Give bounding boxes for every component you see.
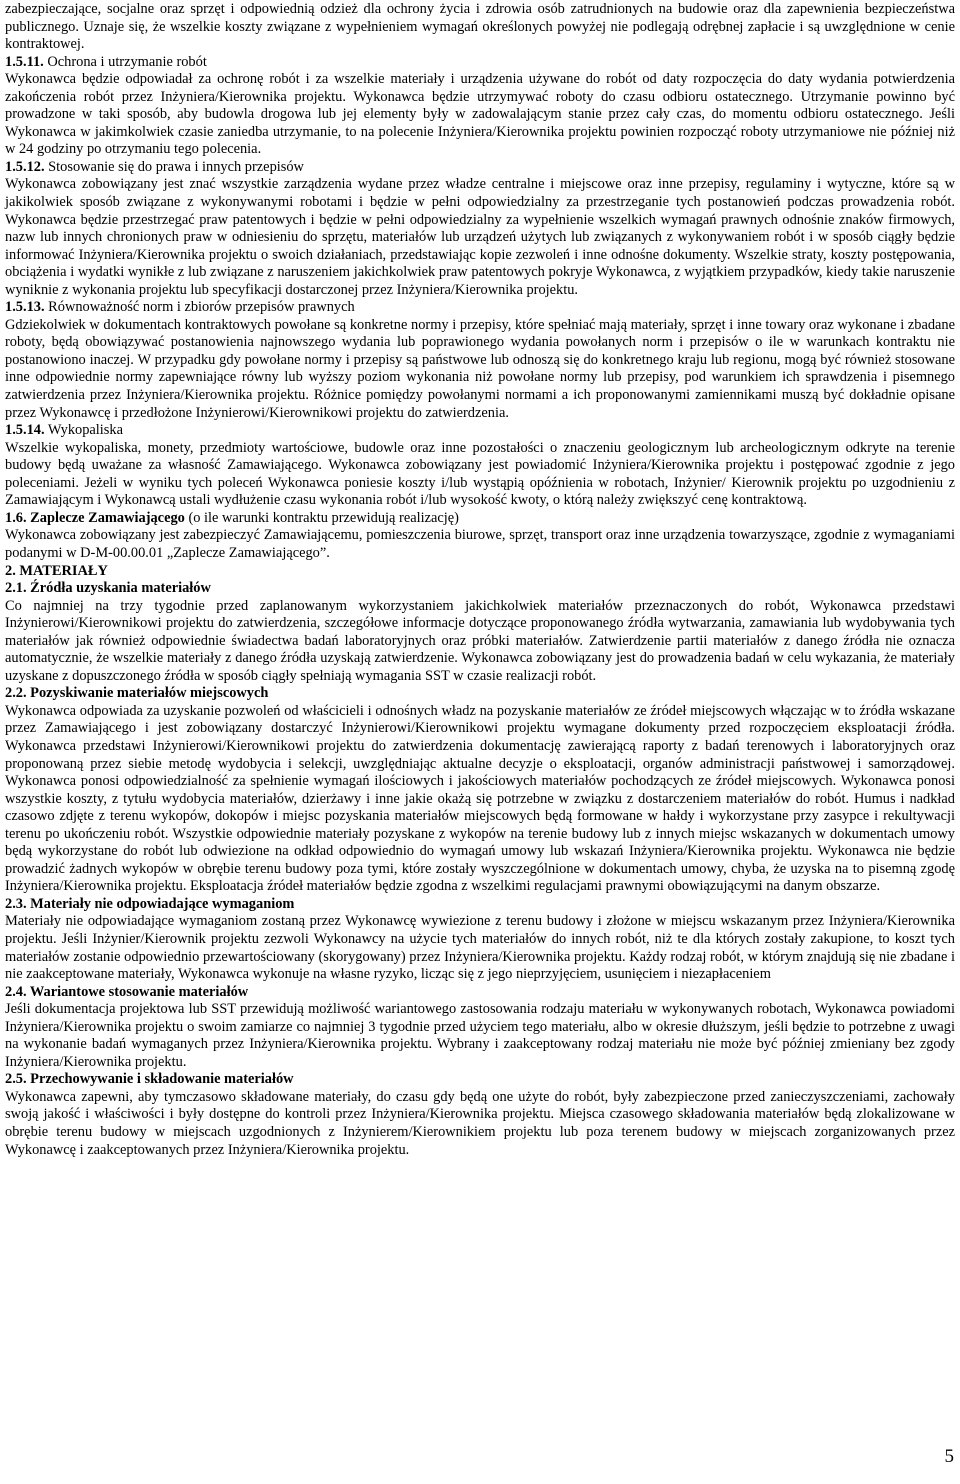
section-1-5-12-heading [5,159,955,177]
section-2-3-heading [5,896,955,914]
section-2-1-heading [5,580,955,598]
section-1-5-13-heading [5,299,955,317]
section-1-5-14-heading [5,422,955,440]
section-1-5-12-body: Wykonawca zobowiązany jest znać wszystkie zarządzenia wydane przez władze centralne i miejscowe oraz inne przepisy, regulaminy i wytyczne, które są w jakikolwiek sposób związane z wykonywanymi robotami i będzie w pełni odpowiedzialny za przestrzeganie tych postanowień podczas prowadzenia robót. Wykonawca będzie przestrzegać praw patentowych i będzie w pełni odpowiedzialny za wypełnienie wszelkich wymagań prawnych odnośnie znaków firmowych, nazw lub innych chronionych praw w odniesieniu do sprzętu, materiałów lub urządzeń użytych lub związanych z wykonywaniem robót i w sposób ciągły będzie informować Inżyniera/Kierownika projektu o swoich działaniach, przedstawiając kopie zezwoleń i inne odnośne dokumenty. Wszelkie straty, koszty postępowania, obciążenia i wydatki wynikłe z lub związane z naruszeniem jakichkolwiek praw patentowych pokryje Wykonawca, z wyjątkiem przypadków, kiedy takie naruszenie wyniknie z wykonania projektu lub specyfikacji dostarczonej przez Inżyniera/Kierownika projektu. [5,176,955,298]
section-title: 2.5. Przechowywanie i składowanie materiałów [5,1071,294,1088]
section-2-2-heading [5,685,955,703]
section-title: Ochrona i utrzymanie robót [43,53,207,70]
section-title: Wykopaliska [44,422,123,439]
section-title: 2.3. Materiały nie odpowiadające wymaganiom [5,895,295,912]
page-number: 5 [944,1446,954,1467]
section-1-5-11-heading [5,54,955,72]
document-page [5,1,955,1159]
section-note: (o ile warunki kontraktu przewidują realizację) [184,509,459,526]
section-number: 1.5.11. [5,53,44,70]
section-1-5-13-body: Gdziekolwiek w dokumentach kontraktowych powołane są konkretne normy i przepisy, które spełniać mają materiały, sprzęt i inne towary oraz wykonane i zbadane roboty, będą obowiązywać postanowienia najnowszego wydania lub poprawionego wydania powołanych norm i przepisów o ile w warunkach kontraktu nie postanowiono inaczej. W przypadku gdy powołane normy i przepisy są państwowe lub odnoszą się do konkretnego kraju lub regionu, mogą być również stosowane inne odpowiednie normy zapewniające równy lub wyższy poziom wykonania niż powołane normy lub przepisy, pod warunkiem ich sprawdzenia i pisemnego zatwierdzenia przez Inżyniera/Kierownika projektu. Różnice pomiędzy powołanymi normami a ich proponowanymi zamiennikami muszą być dokładnie opisane przez Wykonawcę i przedłożone Inżynierowi/Kierownikowi projektu do zatwierdzenia. [5,316,955,421]
section-number: 1.5.13. [5,299,45,316]
section-title: 2.2. Pozyskiwanie materiałów miejscowych [5,685,269,702]
section-title: 2.1. Źródła uzyskania materiałów [5,580,211,597]
section-number: 1.5.14. [5,422,45,439]
chapter-title: 2. MATERIAŁY [5,562,108,579]
section-2-4-body: Jeśli dokumentacja projektowa lub SST przewidują możliwość wariantowego zastosowania rodzaju materiału w wykonywanych robotach, Wykonawca powiadomi Inżyniera/Kierownika projektu o swoim zamiarze co najmniej 3 tygodnie przed użyciem tego materiału, albo w okresie dłuższym, jeśli będzie to potrzebne z uwagi na wykonanie badań wymaganych przez Inżyniera/Kierownika projektu. Wybrany i zaakceptowany rodzaj materiału nie może być później zmieniany bez zgody Inżyniera/Kierownika projektu. [5,1001,955,1070]
section-2-1-body: Co najmniej na trzy tygodnie przed zaplanowanym wykorzystaniem jakichkolwiek materiałów przeznaczonych do robót, Wykonawca przedstawi Inżynierowi/Kierownikowi projektu do zatwierdzenia, szczegółowe informacje dotyczące proponowanego źródła wytwarzania, zamawiania lub wydobywania tych materiałów jak również odpowiednie świadectwa badań laboratoryjnych oraz próbki materiałów. Zatwierdzenie partii materiałów z danego źródła nie oznacza automatycznie, że wszelkie materiały z danego źródła uzyskają zatwierdzenie. Wykonawca zobowiązany jest do prowadzenia badań w celu wykazania, że materiały uzyskane z dopuszczonego źródła w sposób ciągły spełniają wymagania SST w czasie realizacji robót. [5,597,955,684]
section-title: Stosowanie się do prawa i innych przepisów [44,158,304,175]
section-2-5-body: Wykonawca zapewni, aby tymczasowo składowane materiały, do czasu gdy będą one użyte do robót, były zabezpieczone przed zanieczyszczeniami, zachowały swoją jakość i właściwości i były dostępne do kontroli przez Inżyniera/Kierownika projektu. Miejsca czasowego składowania materiałów będą zlokalizowane w obrębie terenu budowy w miejscach uzgodnionych z Inżynierem/Kierownikiem projektu lub poza terenem budowy w miejscach zorganizowanych przez Wykonawcę i zaakceptowanych przez Inżyniera/Kierownika projektu. [5,1088,955,1158]
section-2-4-heading [5,984,955,1002]
section-2-3-body: Materiały nie odpowiadające wymaganiom zostaną przez Wykonawcę wywiezione z terenu budowy i złożone w miejscu wskazanym przez Inżyniera/Kierownika projektu. Jeśli Inżynier/Kierownik projektu zezwoli Wykonawcy na użycie tych materiałów do innych robót, niż te dla których zostały zakupione, to koszt tych materiałów zostanie odpowiednio przewartościowany (skorygowany) przez Inżyniera/Kierownika projektu. Każdy rodzaj robót, w którym znajdują się nie zbadane i nie zaakceptowane materiały, Wykonawca wykonuje na własne ryzyko, licząc się z jego nieprzyjęciem, usunięciem i niezapłaceniem [5,913,955,983]
section-1-5-14-body: Wszelkie wykopaliska, monety, przedmioty wartościowe, budowle oraz inne pozostałości o znaczeniu geologicznym lub archeologicznym odkryte na terenie budowy będą uważane za własność Zamawiającego. Wykonawca zobowiązany jest powiadomić Inżyniera/Kierownika projektu i postępować zgodnie z jego poleceniami. Jeżeli w wyniku tych poleceń Wykonawca poniesie koszty i/lub wystąpią opóźnienia w robotach, Inżynier/ Kierownik projektu po uzgodnieniu z Zamawiającym i Wykonawcą ustali wydłużenie czasu wykonania robót i/lub wysokość kwoty, o którą należy zwiększyć cenę kontraktową. [5,439,955,509]
section-title: 1.6. Zaplecze Zamawiającego [5,509,185,526]
section-2-5-heading [5,1071,955,1089]
section-title: Równoważność norm i zbiorów przepisów prawnych [44,299,355,316]
section-1-6-body: Wykonawca zobowiązany jest zabezpieczyć Zamawiającemu, pomieszczenia biurowe, sprzęt, transport oraz inne urządzenia towarzyszące, zgodnie z wymaganiami podanymi w D-M-00.00.01 „Zaplecze Zamawiającego”. [5,527,955,561]
section-number: 1.5.12. [5,158,45,175]
section-2-2-body: Wykonawca odpowiada za uzyskanie pozwoleń od właścicieli i odnośnych władz na pozyskanie materiałów ze źródeł miejscowych włączając w to źródła wskazane przez Zamawiającego i jest zobowiązany dostarczyć Inżynierowi/Kierownikowi projektu wymagane dokumenty przed rozpoczęciem eksploatacji źródła. Wykonawca przedstawi Inżynierowi/Kierownikowi projektu do zatwierdzenia dokumentację zawierającą raporty z badań terenowych i laboratoryjnych oraz proponowaną przez siebie metodę wydobycia i selekcji, uwzględniając aktualne decyzje o eksploatacji, organów administracji państwowej i samorządowej. Wykonawca ponosi odpowiedzialność za spełnienie wymagań ilościowych i jakościowych materiałów pochodzących ze źródeł miejscowych. Wykonawca ponosi wszystkie koszty, z tytułu wydobycia materiałów, dzierżawy i inne jakie okażą się potrzebne w związku z dostarczeniem materiałów do robót. Humus i nadkład czasowo zdjęte z terenu wykopów, dokopów i miejsc pozyskania materiałów miejscowych będą formowane w hałdy i wykorzystane przy zasypce i rekultywacji terenu po ukończeniu robót. Wszystkie odpowiednie materiały pozyskane z wykopów na terenie budowy lub z innych miejsc wskazanych w dokumentach umowy będą wykorzystane do robót lub odwiezione na odkład odpowiednio do wymagań umowy lub wskazań Inżyniera/Kierownika projektu. Wykonawca nie będzie prowadzić żadnych wykopów w obrębie terenu budowy poza tymi, które zostały wyszczególnione w dokumentach umowy, chyba, że uzyska na to pisemną zgodę Inżyniera/Kierownika projektu. Eksploatacja źródeł materiałów będzie zgodna z wszelkimi regulacjami prawnymi obowiązującymi na danym obszarze. [5,702,955,895]
section-1-5-11-body: Wykonawca będzie odpowiadał za ochronę robót i za wszelkie materiały i urządzenia używane do robót od daty rozpoczęcia do daty wydania potwierdzenia zakończenia robót przez Inżyniera/Kierownika projektu. Wykonawca będzie utrzymywać roboty do czasu odbioru ostatecznego. Utrzymanie powinno być prowadzone w taki sposób, aby budowla drogowa lub jej elementy były w zadowalającym stanie przez cały czas, do momentu odbioru ostatecznego. Jeśli Wykonawca w jakimkolwiek czasie zaniedba utrzymanie, to na polecenie Inżyniera/Kierownika projektu powinien rozpocząć roboty utrzymaniowe nie później niż w 24 godziny po otrzymaniu tego polecenia. [5,71,955,158]
chapter-2-heading [5,563,955,581]
section-1-6-heading [5,510,955,528]
section-title: 2.4. Wariantowe stosowanie materiałów [5,983,249,1000]
intro-paragraph: zabezpieczające, socjalne oraz sprzęt i odpowiednią odzież dla ochrony życia i zdrowia osób zatrudnionych na budowie oraz dla zapewnienia bezpieczeństwa publicznego. Uznaje się, że wszelkie koszty związane z wypełnieniem wymagań określonych powyżej nie podlegają odrębnej zapłacie i są uwzględnione w cenie kontraktowej. [5,1,955,53]
